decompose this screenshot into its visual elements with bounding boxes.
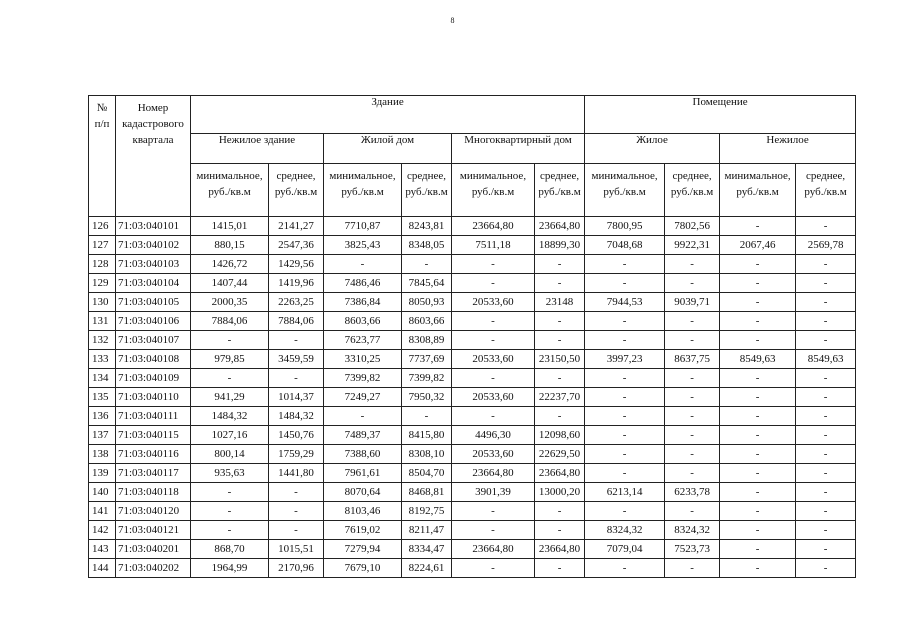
cadastral-number-cell: 71:03:040105	[116, 293, 191, 312]
table-row	[89, 217, 856, 236]
residential-avg-cell: -	[665, 407, 720, 426]
header-avg-value: среднее, руб./кв.м	[535, 164, 585, 217]
cadastral-number-cell: 71:03:040120	[116, 502, 191, 521]
nonresidential-min-cell: -	[720, 483, 796, 502]
cadastral-price-table	[88, 95, 856, 578]
nonresidential-min-cell: -	[720, 293, 796, 312]
table-row	[89, 502, 856, 521]
row-number-cell: 137	[89, 426, 116, 445]
nonres-building-avg-cell: 1419,96	[269, 274, 324, 293]
apartment-house-min-cell: 20533,60	[452, 388, 535, 407]
nonres-building-avg-cell: -	[269, 369, 324, 388]
residential-avg-cell: 7523,73	[665, 540, 720, 559]
residential-min-cell: -	[585, 407, 665, 426]
residential-min-cell: 7048,68	[585, 236, 665, 255]
residential-avg-cell: -	[665, 255, 720, 274]
house-avg-cell: 8211,47	[402, 521, 452, 540]
cadastral-number-cell: 71:03:040109	[116, 369, 191, 388]
house-avg-cell: 8308,89	[402, 331, 452, 350]
apartment-house-avg-cell: -	[535, 521, 585, 540]
row-number-cell: 144	[89, 559, 116, 578]
nonresidential-avg-cell: -	[796, 426, 856, 445]
apartment-house-avg-cell: -	[535, 274, 585, 293]
nonres-building-avg-cell: 7884,06	[269, 312, 324, 331]
nonresidential-min-cell: 8549,63	[720, 350, 796, 369]
residential-min-cell: -	[585, 502, 665, 521]
apartment-house-min-cell: -	[452, 312, 535, 331]
residential-min-cell: 7944,53	[585, 293, 665, 312]
residential-avg-cell: 7802,56	[665, 217, 720, 236]
residential-min-cell: 8324,32	[585, 521, 665, 540]
house-min-cell: 7619,02	[324, 521, 402, 540]
row-number-cell: 138	[89, 445, 116, 464]
apartment-house-min-cell: -	[452, 521, 535, 540]
apartment-house-min-cell: -	[452, 331, 535, 350]
apartment-house-min-cell: -	[452, 407, 535, 426]
row-number-cell: 127	[89, 236, 116, 255]
nonresidential-min-cell: -	[720, 445, 796, 464]
house-avg-cell: 7399,82	[402, 369, 452, 388]
nonres-building-avg-cell: -	[269, 521, 324, 540]
apartment-house-min-cell: -	[452, 559, 535, 578]
nonres-building-avg-cell: -	[269, 483, 324, 502]
nonresidential-min-cell: -	[720, 464, 796, 483]
nonres-building-min-cell: -	[191, 331, 269, 350]
residential-avg-cell: -	[665, 464, 720, 483]
nonres-building-min-cell: 1407,44	[191, 274, 269, 293]
house-avg-cell: -	[402, 407, 452, 426]
header-residential-premises: Жилое	[585, 134, 720, 164]
nonresidential-avg-cell: -	[796, 407, 856, 426]
table-row	[89, 236, 856, 255]
house-min-cell: 8603,66	[324, 312, 402, 331]
row-number-cell: 140	[89, 483, 116, 502]
residential-min-cell: -	[585, 255, 665, 274]
table-row	[89, 559, 856, 578]
residential-avg-cell: -	[665, 388, 720, 407]
residential-avg-cell: 8324,32	[665, 521, 720, 540]
nonres-building-min-cell: 979,85	[191, 350, 269, 369]
apartment-house-avg-cell: -	[535, 312, 585, 331]
row-number-cell: 130	[89, 293, 116, 312]
house-avg-cell: 8334,47	[402, 540, 452, 559]
nonres-building-min-cell: 1027,16	[191, 426, 269, 445]
header-avg-value: среднее, руб./кв.м	[269, 164, 324, 217]
house-min-cell: -	[324, 407, 402, 426]
cadastral-number-cell: 71:03:040121	[116, 521, 191, 540]
nonresidential-min-cell: -	[720, 369, 796, 388]
residential-avg-cell: -	[665, 426, 720, 445]
nonres-building-min-cell: 2000,35	[191, 293, 269, 312]
house-min-cell: 7623,77	[324, 331, 402, 350]
residential-min-cell: 3997,23	[585, 350, 665, 369]
nonresidential-min-cell: -	[720, 502, 796, 521]
nonresidential-avg-cell: -	[796, 445, 856, 464]
residential-avg-cell: -	[665, 559, 720, 578]
house-avg-cell: 7845,64	[402, 274, 452, 293]
house-min-cell: 8070,64	[324, 483, 402, 502]
nonres-building-min-cell: 1964,99	[191, 559, 269, 578]
apartment-house-avg-cell: 23664,80	[535, 217, 585, 236]
apartment-house-avg-cell: -	[535, 502, 585, 521]
row-number-cell: 126	[89, 217, 116, 236]
nonresidential-avg-cell: -	[796, 559, 856, 578]
apartment-house-avg-cell: 23664,80	[535, 464, 585, 483]
header-premises: Помещение	[585, 96, 856, 134]
header-avg-value: среднее, руб./кв.м	[796, 164, 856, 217]
nonres-building-avg-cell: 1014,37	[269, 388, 324, 407]
nonres-building-avg-cell: 1450,76	[269, 426, 324, 445]
apartment-house-min-cell: -	[452, 369, 535, 388]
table-row	[89, 388, 856, 407]
apartment-house-avg-cell: 23150,50	[535, 350, 585, 369]
header-avg-value: среднее, руб./кв.м	[665, 164, 720, 217]
nonresidential-avg-cell: -	[796, 312, 856, 331]
nonres-building-avg-cell: 3459,59	[269, 350, 324, 369]
house-avg-cell: 8468,81	[402, 483, 452, 502]
table-row	[89, 255, 856, 274]
house-avg-cell: 8348,05	[402, 236, 452, 255]
apartment-house-min-cell: 23664,80	[452, 217, 535, 236]
residential-avg-cell: 9922,31	[665, 236, 720, 255]
nonres-building-avg-cell: 2141,27	[269, 217, 324, 236]
apartment-house-avg-cell: 23664,80	[535, 540, 585, 559]
apartment-house-avg-cell: 22629,50	[535, 445, 585, 464]
residential-avg-cell: 8637,75	[665, 350, 720, 369]
nonresidential-min-cell: -	[720, 331, 796, 350]
table-row	[89, 274, 856, 293]
house-avg-cell: 8243,81	[402, 217, 452, 236]
cadastral-number-cell: 71:03:040107	[116, 331, 191, 350]
house-avg-cell: 8504,70	[402, 464, 452, 483]
header-min-value: минимальное, руб./кв.м	[585, 164, 665, 217]
apartment-house-avg-cell: 12098,60	[535, 426, 585, 445]
house-min-cell: 7386,84	[324, 293, 402, 312]
apartment-house-min-cell: 20533,60	[452, 293, 535, 312]
residential-min-cell: 6213,14	[585, 483, 665, 502]
nonresidential-avg-cell: -	[796, 388, 856, 407]
residential-min-cell: 7079,04	[585, 540, 665, 559]
row-number-cell: 129	[89, 274, 116, 293]
header-nonresidential-building: Нежилое здание	[191, 134, 324, 164]
nonresidential-min-cell: -	[720, 274, 796, 293]
cadastral-number-cell: 71:03:040101	[116, 217, 191, 236]
cadastral-number-cell: 71:03:040117	[116, 464, 191, 483]
nonres-building-avg-cell: -	[269, 331, 324, 350]
residential-avg-cell: -	[665, 502, 720, 521]
row-number-cell: 136	[89, 407, 116, 426]
residential-avg-cell: -	[665, 274, 720, 293]
nonres-building-avg-cell: 2263,25	[269, 293, 324, 312]
nonres-building-avg-cell: 1015,51	[269, 540, 324, 559]
nonres-building-min-cell: 7884,06	[191, 312, 269, 331]
header-min-value: минимальное, руб./кв.м	[324, 164, 402, 217]
apartment-house-avg-cell: 18899,30	[535, 236, 585, 255]
nonresidential-avg-cell: -	[796, 540, 856, 559]
table-row	[89, 483, 856, 502]
nonres-building-min-cell: -	[191, 521, 269, 540]
cadastral-number-cell: 71:03:040102	[116, 236, 191, 255]
nonresidential-min-cell: -	[720, 521, 796, 540]
residential-min-cell: -	[585, 426, 665, 445]
residential-avg-cell: 9039,71	[665, 293, 720, 312]
row-number-cell: 143	[89, 540, 116, 559]
nonresidential-min-cell: -	[720, 407, 796, 426]
nonres-building-min-cell: -	[191, 369, 269, 388]
apartment-house-avg-cell: -	[535, 559, 585, 578]
apartment-house-min-cell: 3901,39	[452, 483, 535, 502]
nonres-building-min-cell: 941,29	[191, 388, 269, 407]
nonres-building-avg-cell: -	[269, 502, 324, 521]
nonres-building-avg-cell: 1759,29	[269, 445, 324, 464]
table-row	[89, 293, 856, 312]
apartment-house-avg-cell: 22237,70	[535, 388, 585, 407]
nonres-building-min-cell: 935,63	[191, 464, 269, 483]
row-number-cell: 134	[89, 369, 116, 388]
nonres-building-min-cell: 1415,01	[191, 217, 269, 236]
residential-avg-cell: -	[665, 369, 720, 388]
header-number: № п/п	[89, 96, 116, 217]
apartment-house-min-cell: 23664,80	[452, 464, 535, 483]
row-number-cell: 128	[89, 255, 116, 274]
table-row	[89, 407, 856, 426]
residential-min-cell: 7800,95	[585, 217, 665, 236]
nonres-building-min-cell: 880,15	[191, 236, 269, 255]
house-min-cell: 3310,25	[324, 350, 402, 369]
apartment-house-avg-cell: -	[535, 407, 585, 426]
cadastral-number-cell: 71:03:040201	[116, 540, 191, 559]
house-min-cell: 7388,60	[324, 445, 402, 464]
apartment-house-min-cell: 20533,60	[452, 445, 535, 464]
cadastral-number-cell: 71:03:040104	[116, 274, 191, 293]
cadastral-number-cell: 71:03:040108	[116, 350, 191, 369]
row-number-cell: 132	[89, 331, 116, 350]
nonresidential-min-cell: -	[720, 217, 796, 236]
apartment-house-min-cell: 7511,18	[452, 236, 535, 255]
house-avg-cell: 8603,66	[402, 312, 452, 331]
header-apartment-house: Многоквартирный дом	[452, 134, 585, 164]
header-building: Здание	[191, 96, 585, 134]
cadastral-number-cell: 71:03:040106	[116, 312, 191, 331]
nonresidential-avg-cell: -	[796, 274, 856, 293]
nonres-building-min-cell: 1426,72	[191, 255, 269, 274]
house-min-cell: 7710,87	[324, 217, 402, 236]
apartment-house-avg-cell: 13000,20	[535, 483, 585, 502]
nonresidential-min-cell: -	[720, 559, 796, 578]
row-number-cell: 131	[89, 312, 116, 331]
nonresidential-avg-cell: 8549,63	[796, 350, 856, 369]
residential-min-cell: -	[585, 559, 665, 578]
house-avg-cell: 7737,69	[402, 350, 452, 369]
house-min-cell: 3825,43	[324, 236, 402, 255]
cadastral-number-cell: 71:03:040115	[116, 426, 191, 445]
row-number-cell: 133	[89, 350, 116, 369]
apartment-house-avg-cell: -	[535, 255, 585, 274]
nonresidential-avg-cell: -	[796, 483, 856, 502]
nonresidential-min-cell: -	[720, 426, 796, 445]
residential-min-cell: -	[585, 274, 665, 293]
table-row	[89, 521, 856, 540]
table-body	[89, 217, 856, 578]
apartment-house-min-cell: -	[452, 255, 535, 274]
apartment-house-avg-cell: -	[535, 331, 585, 350]
cadastral-number-cell: 71:03:040103	[116, 255, 191, 274]
table-row	[89, 312, 856, 331]
nonresidential-avg-cell: -	[796, 502, 856, 521]
residential-avg-cell: 6233,78	[665, 483, 720, 502]
house-avg-cell: 8415,80	[402, 426, 452, 445]
nonres-building-min-cell: -	[191, 502, 269, 521]
apartment-house-min-cell: -	[452, 274, 535, 293]
house-min-cell: 7279,94	[324, 540, 402, 559]
nonres-building-avg-cell: 1429,56	[269, 255, 324, 274]
house-min-cell: 7489,37	[324, 426, 402, 445]
house-min-cell: 7679,10	[324, 559, 402, 578]
apartment-house-avg-cell: -	[535, 369, 585, 388]
nonresidential-avg-cell: 2569,78	[796, 236, 856, 255]
house-avg-cell: 7950,32	[402, 388, 452, 407]
house-min-cell: 8103,46	[324, 502, 402, 521]
nonresidential-min-cell: 2067,46	[720, 236, 796, 255]
cadastral-number-cell: 71:03:040110	[116, 388, 191, 407]
house-min-cell: 7399,82	[324, 369, 402, 388]
table-row	[89, 426, 856, 445]
residential-avg-cell: -	[665, 445, 720, 464]
table-row	[89, 464, 856, 483]
header-cadastral-quarter: Номер кадастрового квартала	[116, 96, 191, 217]
page-number: 8	[450, 16, 455, 25]
nonres-building-min-cell: -	[191, 483, 269, 502]
residential-min-cell: -	[585, 445, 665, 464]
residential-min-cell: -	[585, 331, 665, 350]
header-min-value: минимальное, руб./кв.м	[452, 164, 535, 217]
nonres-building-min-cell: 800,14	[191, 445, 269, 464]
residential-min-cell: -	[585, 312, 665, 331]
nonres-building-avg-cell: 1441,80	[269, 464, 324, 483]
residential-avg-cell: -	[665, 312, 720, 331]
nonresidential-avg-cell: -	[796, 331, 856, 350]
apartment-house-min-cell: 20533,60	[452, 350, 535, 369]
cadastral-number-cell: 71:03:040111	[116, 407, 191, 426]
house-avg-cell: -	[402, 255, 452, 274]
row-number-cell: 142	[89, 521, 116, 540]
house-min-cell: 7961,61	[324, 464, 402, 483]
apartment-house-min-cell: -	[452, 502, 535, 521]
table-row	[89, 445, 856, 464]
header-house: Жилой дом	[324, 134, 452, 164]
nonresidential-min-cell: -	[720, 540, 796, 559]
nonresidential-avg-cell: -	[796, 217, 856, 236]
table-row	[89, 331, 856, 350]
table-row	[89, 540, 856, 559]
nonresidential-min-cell: -	[720, 312, 796, 331]
table-row	[89, 369, 856, 388]
row-number-cell: 135	[89, 388, 116, 407]
house-avg-cell: 8192,75	[402, 502, 452, 521]
nonresidential-avg-cell: -	[796, 255, 856, 274]
nonresidential-avg-cell: -	[796, 369, 856, 388]
table-row	[89, 350, 856, 369]
nonres-building-avg-cell: 1484,32	[269, 407, 324, 426]
header-min-value: минимальное, руб./кв.м	[720, 164, 796, 217]
nonres-building-avg-cell: 2170,96	[269, 559, 324, 578]
nonres-building-min-cell: 868,70	[191, 540, 269, 559]
cadastral-number-cell: 71:03:040116	[116, 445, 191, 464]
nonres-building-min-cell: 1484,32	[191, 407, 269, 426]
apartment-house-avg-cell: 23148	[535, 293, 585, 312]
house-min-cell: 7249,27	[324, 388, 402, 407]
header-nonresidential-premises: Нежилое	[720, 134, 856, 164]
apartment-house-min-cell: 23664,80	[452, 540, 535, 559]
cadastral-number-cell: 71:03:040202	[116, 559, 191, 578]
house-min-cell: -	[324, 255, 402, 274]
header-min-value: минимальное, руб./кв.м	[191, 164, 269, 217]
nonresidential-avg-cell: -	[796, 464, 856, 483]
row-number-cell: 141	[89, 502, 116, 521]
cadastral-number-cell: 71:03:040118	[116, 483, 191, 502]
residential-min-cell: -	[585, 388, 665, 407]
apartment-house-min-cell: 4496,30	[452, 426, 535, 445]
house-min-cell: 7486,46	[324, 274, 402, 293]
residential-avg-cell: -	[665, 331, 720, 350]
house-avg-cell: 8308,10	[402, 445, 452, 464]
nonresidential-avg-cell: -	[796, 521, 856, 540]
nonresidential-min-cell: -	[720, 255, 796, 274]
header-avg-value: среднее, руб./кв.м	[402, 164, 452, 217]
row-number-cell: 139	[89, 464, 116, 483]
nonres-building-avg-cell: 2547,36	[269, 236, 324, 255]
nonresidential-min-cell: -	[720, 388, 796, 407]
nonresidential-avg-cell: -	[796, 293, 856, 312]
house-avg-cell: 8050,93	[402, 293, 452, 312]
residential-min-cell: -	[585, 369, 665, 388]
residential-min-cell: -	[585, 464, 665, 483]
house-avg-cell: 8224,61	[402, 559, 452, 578]
